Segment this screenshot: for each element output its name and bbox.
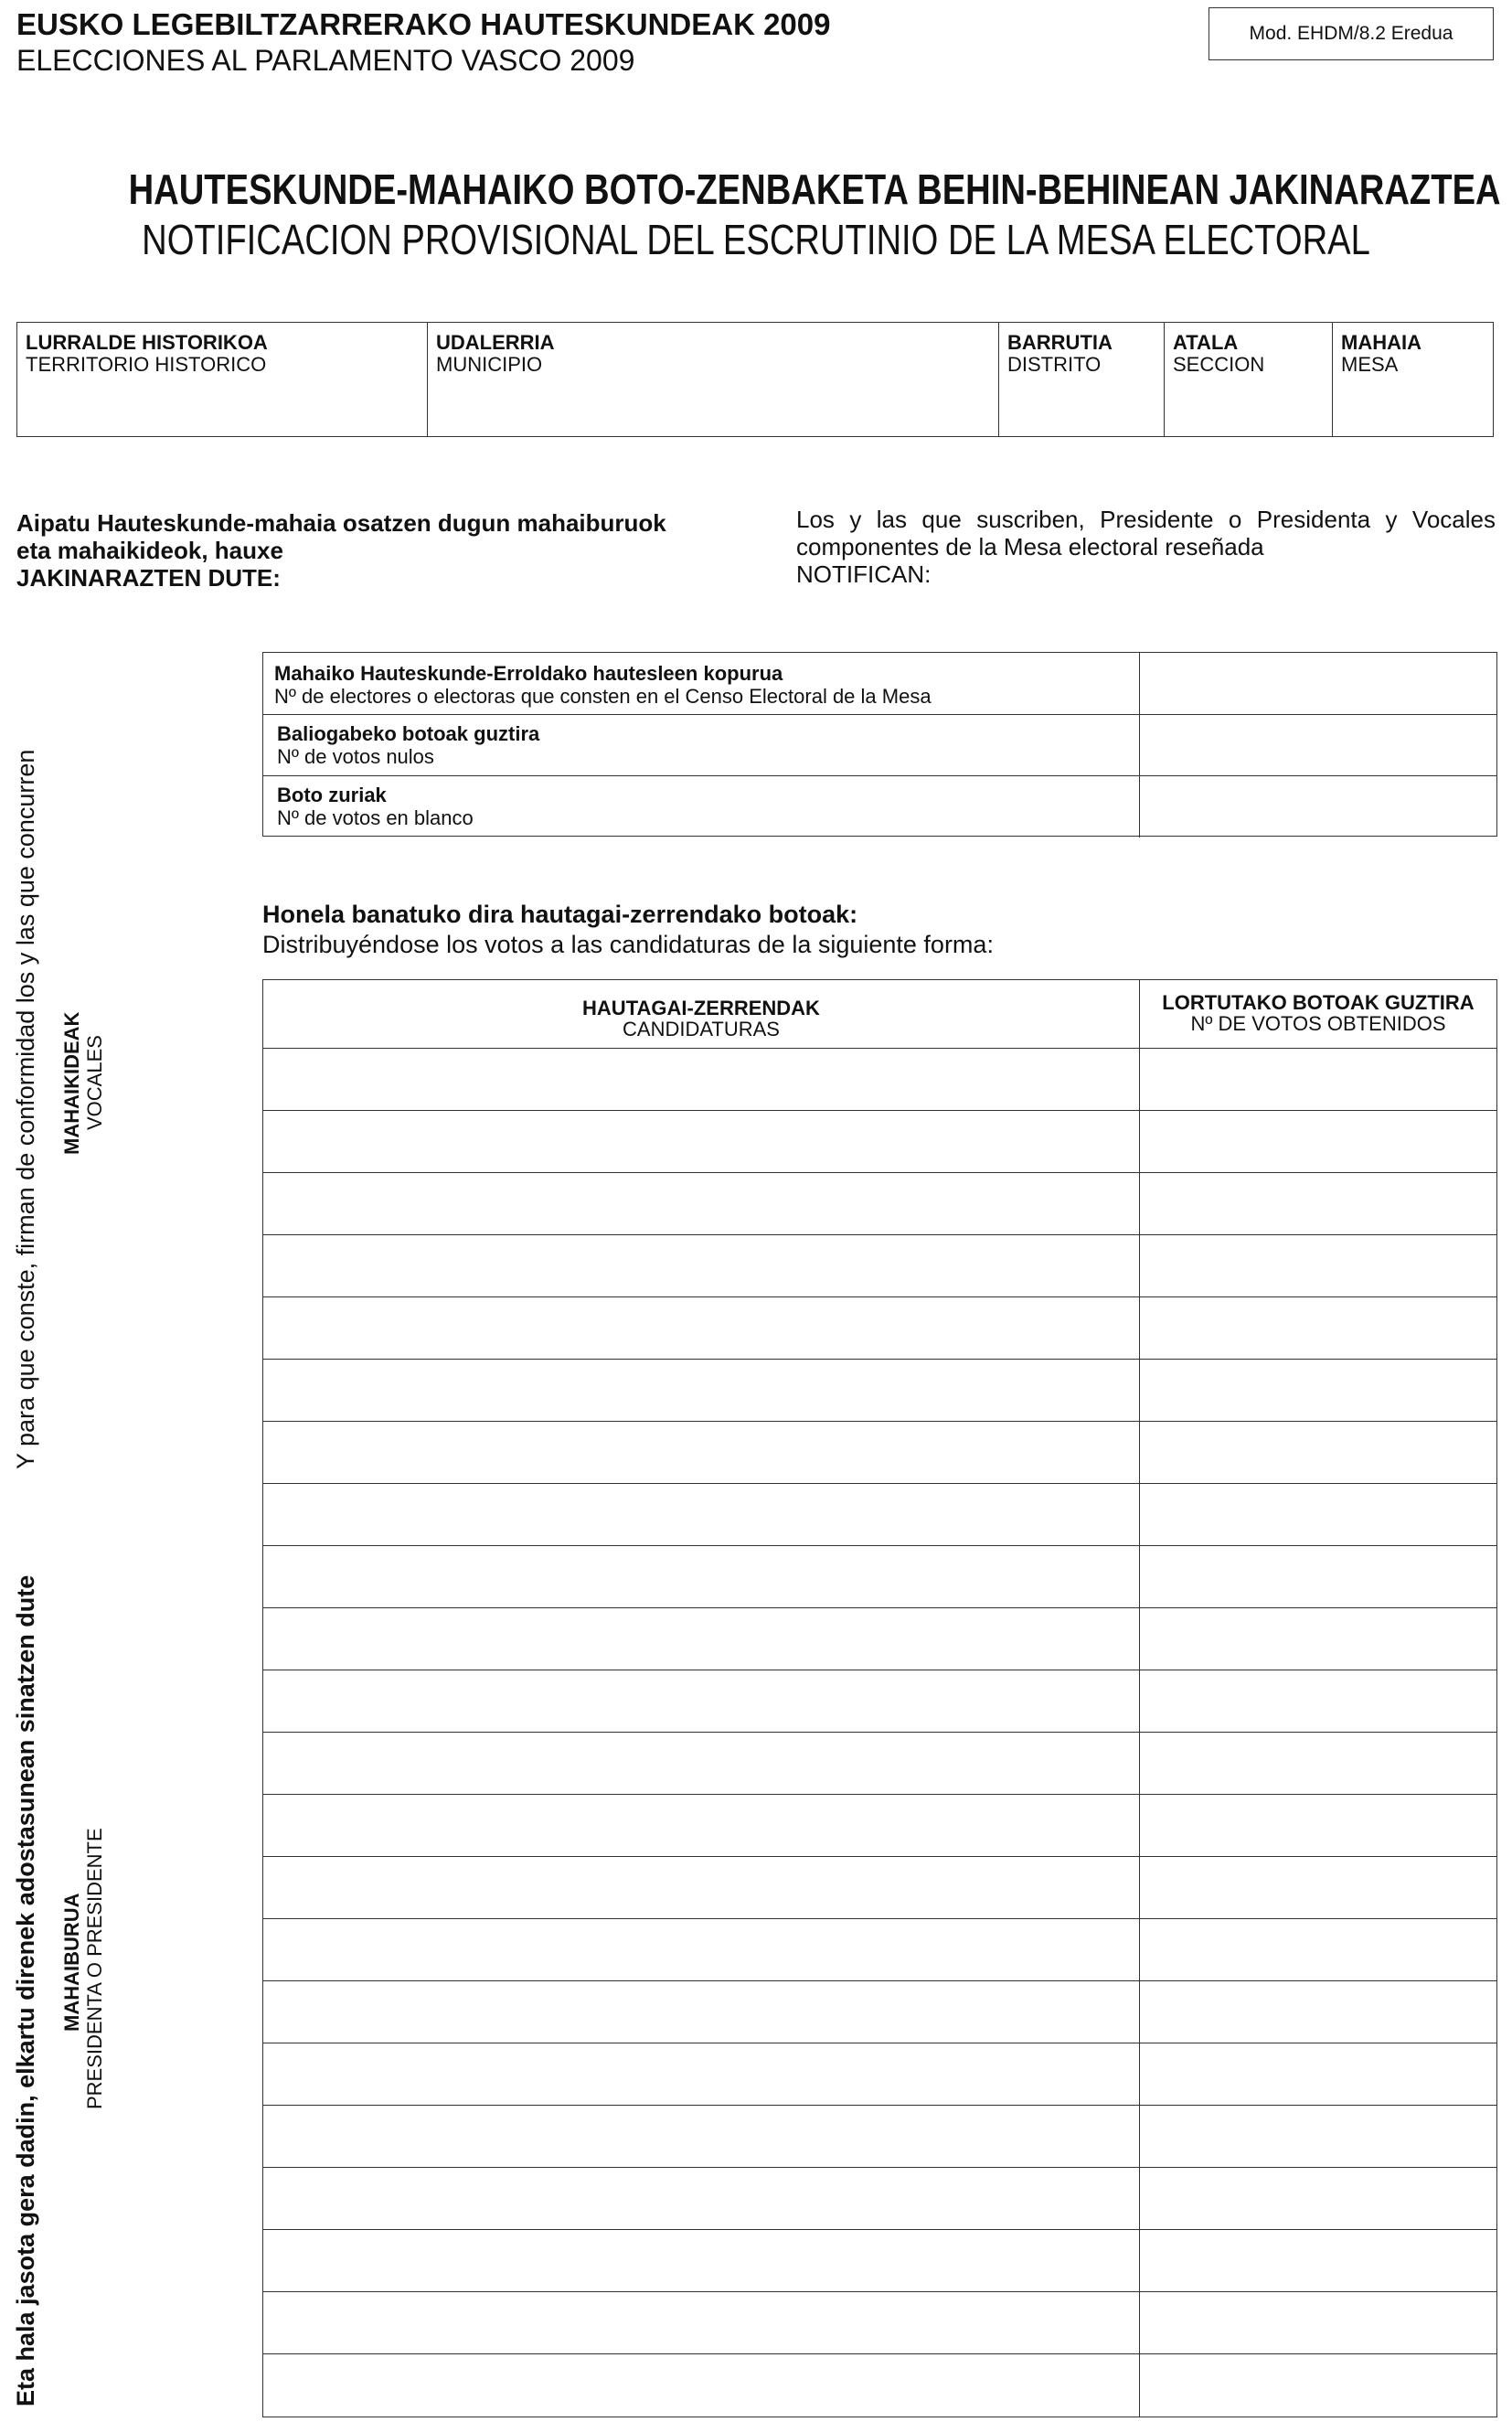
count-label (277, 722, 539, 768)
votes-cell[interactable] (1140, 1111, 1496, 1172)
votes-cell[interactable] (1140, 1484, 1496, 1545)
count-label-eu: Baliogabeko botoak guztira (277, 722, 540, 745)
candidature-cell[interactable] (263, 2292, 1140, 2353)
votes-cell[interactable] (1140, 1173, 1496, 1234)
election-title-eu: EUSKO LEGEBILTZARRERAKO HAUTESKUNDEAK 2009 (16, 7, 831, 41)
candidate-row (263, 1173, 1496, 1235)
electors-count-row (263, 653, 1496, 714)
district-field[interactable] (999, 323, 1165, 436)
votes-header (1140, 980, 1496, 1048)
blank-votes-input[interactable] (1139, 776, 1141, 838)
candidate-row (263, 2292, 1496, 2354)
candidates-table (262, 979, 1497, 2417)
candidate-row (263, 1484, 1496, 1546)
header-label-eu: HAUTAGAI-ZERRENDAK (582, 997, 820, 1019)
candidature-cell[interactable] (263, 2043, 1140, 2105)
field-label-es: MUNICIPIO (436, 353, 543, 376)
candidature-cell[interactable] (263, 1173, 1140, 1234)
candidate-row (263, 1049, 1496, 1111)
votes-cell[interactable] (1140, 2354, 1496, 2417)
votes-cell[interactable] (1140, 2106, 1496, 2167)
candidature-cell[interactable] (263, 2106, 1140, 2167)
candidature-cell[interactable] (263, 1857, 1140, 1918)
votes-cell[interactable] (1140, 1297, 1496, 1359)
election-title-es: ELECCIONES AL PARLAMENTO VASCO 2009 (16, 44, 635, 77)
count-label-es: Nº de votos nulos (277, 745, 434, 768)
candidate-row (263, 1546, 1496, 1608)
votes-cell[interactable] (1140, 1795, 1496, 1856)
count-label (274, 662, 932, 708)
declaration-eu-line: JAKINARAZTEN DUTE: (16, 564, 281, 592)
candidates-table-header (263, 980, 1496, 1049)
signature-note-es: Y para que conste, firman de conformidad los y las que concurren (12, 749, 39, 1469)
candidates-rows (263, 1049, 1496, 2417)
candidate-row (263, 1297, 1496, 1360)
votes-cell[interactable] (1140, 2230, 1496, 2291)
location-table (16, 322, 1494, 437)
candidate-row (263, 2043, 1496, 2106)
candidature-cell[interactable] (263, 1795, 1140, 1856)
candidate-row (263, 1111, 1496, 1173)
model-code: Mod. EHDM/8.2 Eredua (1249, 23, 1453, 44)
candidate-row (263, 2230, 1496, 2292)
municipality-field[interactable] (428, 323, 999, 436)
votes-cell[interactable] (1140, 1546, 1496, 1607)
candidature-cell[interactable] (263, 1484, 1140, 1545)
form-title-eu: HAUTESKUNDE-MAHAIKO BOTO-ZENBAKETA BEHIN-BEHINEAN JAKINARAZTEA (128, 165, 1501, 213)
blank-votes-row (263, 775, 1496, 838)
votes-cell[interactable] (1140, 1857, 1496, 1918)
candidature-cell[interactable] (263, 1297, 1140, 1359)
candidate-row (263, 2354, 1496, 2417)
electors-count-input[interactable] (1139, 653, 1141, 714)
header-label-es: CANDIDATURAS (623, 1018, 780, 1040)
section-field[interactable] (1165, 323, 1333, 436)
votes-cell[interactable] (1140, 1049, 1496, 1110)
votes-cell[interactable] (1140, 2292, 1496, 2353)
distribution-heading-eu: Honela banatuko dira hautagai-zerrendako botoak: (262, 901, 858, 928)
candidate-row (263, 1795, 1496, 1857)
candidature-cell[interactable] (263, 1546, 1140, 1607)
candidature-cell[interactable] (263, 1981, 1140, 2043)
count-label-eu: Boto zuriak (277, 784, 387, 806)
field-label-eu: LURRALDE HISTORIKOA (26, 331, 268, 354)
counts-table (262, 652, 1497, 837)
candidature-cell[interactable] (263, 1608, 1140, 1670)
candidate-row (263, 2106, 1496, 2168)
distribution-heading-es: Distribuyéndose los votos a las candidaturas de la siguiente forma: (262, 931, 994, 958)
header-label-es: Nº DE VOTOS OBTENIDOS (1190, 1012, 1446, 1035)
candidature-cell[interactable] (263, 1670, 1140, 1732)
candidature-cell[interactable] (263, 1111, 1140, 1172)
votes-cell[interactable] (1140, 1733, 1496, 1794)
votes-cell[interactable] (1140, 1981, 1496, 2043)
field-label-eu: BARRUTIA (1007, 331, 1113, 354)
form-title-es: NOTIFICACION PROVISIONAL DEL ESCRUTINIO DE LA MESA ELECTORAL (142, 216, 1370, 263)
candidature-cell[interactable] (263, 1422, 1140, 1483)
field-label-es: SECCION (1173, 353, 1265, 376)
field-label-eu: ATALA (1173, 331, 1239, 354)
field-label-es: MESA (1341, 353, 1399, 376)
candidate-row (263, 1422, 1496, 1484)
president-label-eu: MAHAIBURUA (60, 1893, 83, 2032)
candidate-row (263, 2168, 1496, 2230)
null-votes-input[interactable] (1139, 715, 1141, 775)
candidatures-header (263, 980, 1140, 1048)
field-label-es: DISTRITO (1007, 353, 1102, 376)
candidature-cell[interactable] (263, 1919, 1140, 1980)
field-label-eu: UDALERRIA (436, 331, 555, 354)
candidate-row (263, 1670, 1496, 1733)
vocales-label-es: VOCALES (83, 1035, 106, 1130)
candidature-cell[interactable] (263, 1049, 1140, 1110)
votes-cell[interactable] (1140, 1360, 1496, 1421)
declaration-es-line: componentes de la Mesa electoral reseñada (796, 533, 1264, 560)
candidate-row (263, 1919, 1496, 1981)
candidate-row (263, 1360, 1496, 1422)
signature-note-eu: Eta hala jasota gera dadin, elkartu direnek adostasunean sinatzen dute (12, 1574, 39, 2406)
declaration-eu (16, 509, 748, 592)
votes-cell[interactable] (1140, 2168, 1496, 2229)
candidate-row (263, 1857, 1496, 1919)
votes-cell[interactable] (1140, 1235, 1496, 1296)
count-label-eu: Mahaiko Hauteskunde-Erroldako hautesleen kopurua (274, 662, 783, 685)
null-votes-row (263, 714, 1496, 775)
candidature-cell[interactable] (263, 1360, 1140, 1421)
count-label-es: Nº de electores o electoras que consten en el Censo Electoral de la Mesa (274, 685, 932, 708)
candidature-cell[interactable] (263, 2230, 1140, 2291)
declaration-eu-line: eta mahaikideok, hauxe (16, 537, 283, 564)
votes-cell[interactable] (1140, 1608, 1496, 1670)
votes-cell[interactable] (1140, 1670, 1496, 1732)
candidate-row (263, 1608, 1496, 1670)
candidate-row (263, 1981, 1496, 2043)
candidate-row (263, 1733, 1496, 1795)
declaration-eu-line: Aipatu Hauteskunde-mahaia osatzen dugun mahaiburuok (16, 509, 666, 537)
candidature-cell[interactable] (263, 1733, 1140, 1794)
president-label-es: PRESIDENTA O PRESIDENTE (83, 1828, 106, 2109)
table-field[interactable] (1333, 323, 1493, 436)
candidature-cell[interactable] (263, 2354, 1140, 2417)
declaration-es (796, 506, 1496, 588)
field-label-eu: MAHAIA (1341, 331, 1421, 354)
votes-cell[interactable] (1140, 1422, 1496, 1483)
territory-field[interactable] (17, 323, 428, 436)
votes-cell[interactable] (1140, 1919, 1496, 1980)
declaration-es-line: NOTIFICAN: (796, 560, 932, 588)
candidature-cell[interactable] (263, 1235, 1140, 1296)
vocales-label-eu: MAHAIKIDEAK (60, 1011, 83, 1155)
candidature-cell[interactable] (263, 2168, 1140, 2229)
votes-cell[interactable] (1140, 2043, 1496, 2105)
count-label (277, 784, 474, 829)
header-label-eu: LORTUTAKO BOTOAK GUZTIRA (1162, 991, 1475, 1014)
candidate-row (263, 1235, 1496, 1297)
count-label-es: Nº de votos en blanco (277, 806, 474, 829)
field-label-es: TERRITORIO HISTORICO (26, 353, 267, 376)
model-code-box (1209, 7, 1494, 60)
declaration-es-line: Los y las que suscriben, Presidente o Presidenta y Vocales (796, 506, 1496, 533)
